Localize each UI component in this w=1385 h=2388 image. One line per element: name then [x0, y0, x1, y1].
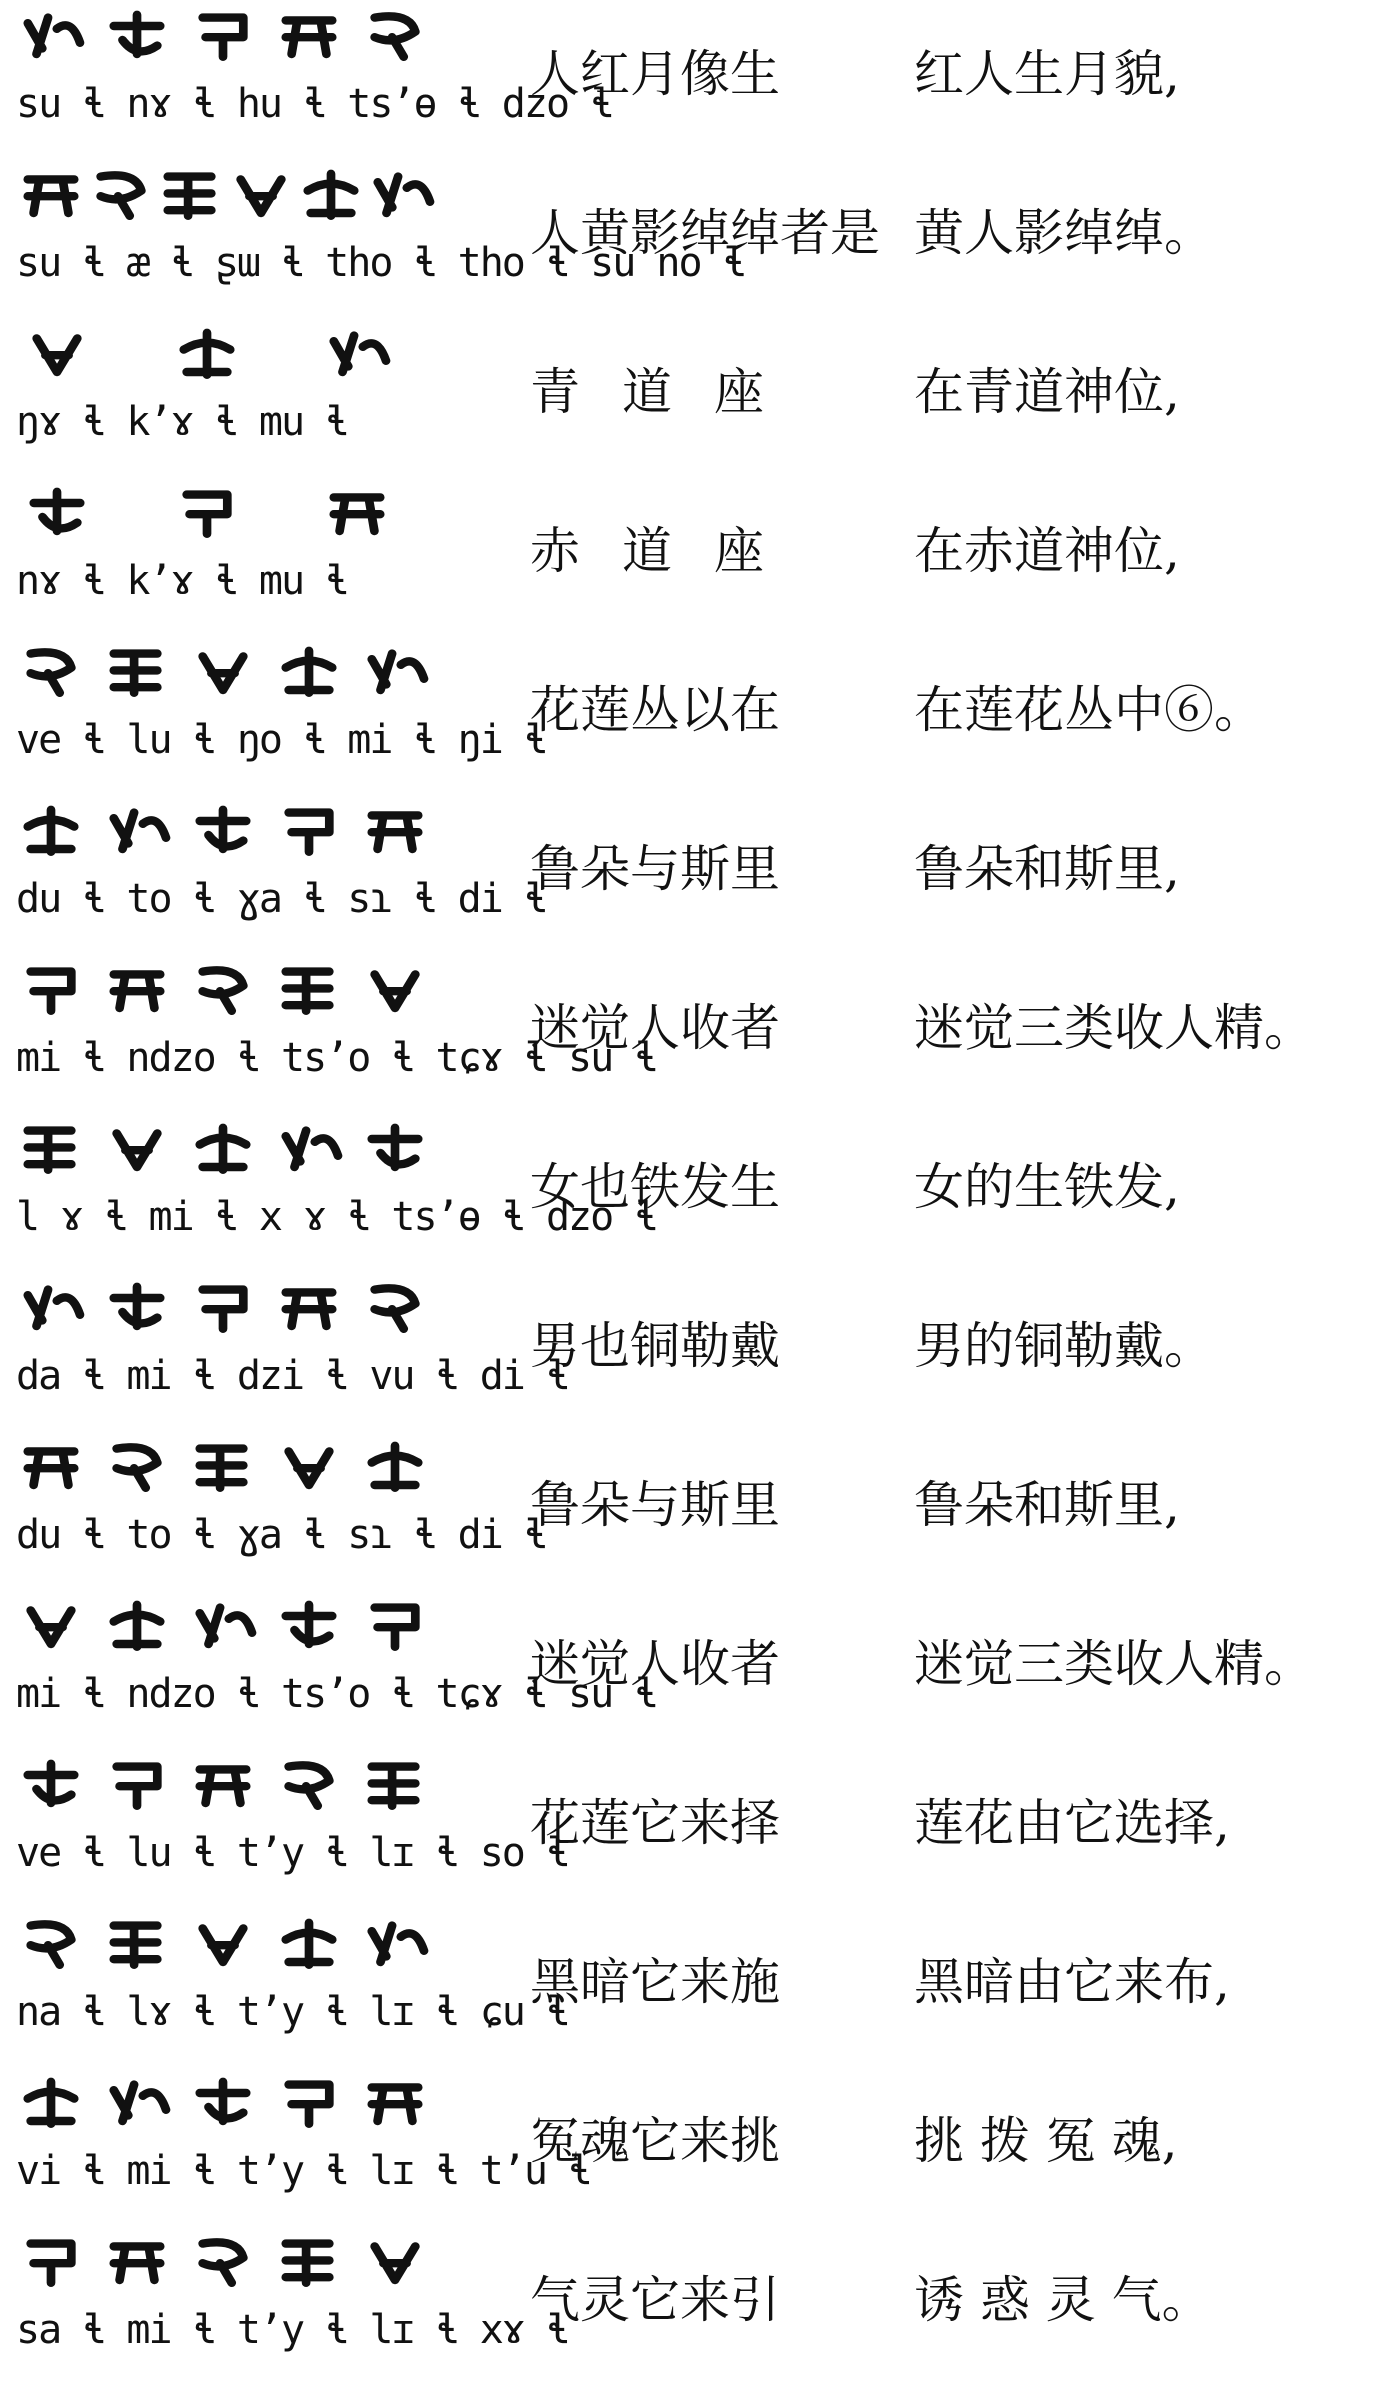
literal-translation: 鲁朵与斯里 [530, 840, 780, 898]
free-translation: 红人生月貌, [914, 45, 1180, 103]
phonetic-transcription: l ɤ ɬ mi ɬ x ɤ ɬ tsʼɵ ɬ dzo ɬ [16, 1194, 657, 1240]
literal-translation: 人黄影绰绰者是 [530, 204, 880, 262]
script-glyph [114, 1926, 158, 1965]
script-glyph [289, 2085, 330, 2124]
original-script-cell [14, 6, 613, 156]
script-glyph [168, 177, 212, 216]
script-glyph [31, 972, 72, 1011]
script-glyph [28, 179, 74, 213]
verse-row [0, 318, 1385, 477]
phonetic-transcription: su ɬ nɤ ɬ hu ɬ tsʼɵ ɬ dzo ɬ [16, 81, 613, 127]
script-glyph [200, 810, 246, 849]
free-translation: 挑 拨 冤 魂, [914, 2112, 1178, 2170]
free-translation: 在青道神位, [914, 363, 1180, 421]
phonetic-transcription: mi ɬ ndzo ɬ tsʼo ɬ tɕɤ ɬ su ɬ [16, 1035, 657, 1081]
script-glyph [114, 2246, 160, 2280]
literal-translation: 花莲它来择 [530, 1794, 780, 1852]
script-glyph [286, 1605, 332, 1644]
script-glyph [114, 813, 166, 849]
literal-translation: 青道座 [530, 363, 806, 421]
free-translation: 在莲花丛中⑥。 [914, 681, 1264, 739]
script-glyph [286, 2244, 330, 2283]
script-glyph [372, 1128, 418, 1167]
script-glyph [286, 1131, 338, 1167]
verse-row [0, 795, 1385, 954]
script-glyph [114, 1287, 160, 1326]
phonetic-transcription: du ɬ to ɬ ɣa ɬ sɿ ɬ di ɬ [16, 1512, 546, 1558]
script-glyph [372, 1446, 418, 1488]
verse-row [0, 1590, 1385, 1749]
free-translation: 黄人影绰绰。 [914, 204, 1214, 262]
verse-row [0, 1908, 1385, 2067]
script-glyph [289, 1765, 330, 1805]
phonetic-transcription: ve ɬ lu ɬ ŋo ɬ mi ɬ ŋi ɬ [16, 717, 546, 763]
script-glyph [114, 654, 158, 693]
verse-row [0, 1749, 1385, 1908]
verse-row [0, 477, 1385, 636]
script-glyph [31, 2244, 72, 2283]
original-script-cell [14, 1914, 569, 2064]
verse-row [0, 159, 1385, 318]
script-glyph [200, 1449, 244, 1488]
original-script-cell [14, 1278, 569, 1428]
script-glyph [114, 974, 160, 1008]
verse-row [0, 1431, 1385, 1590]
literal-translation: 冤魂它来挑 [530, 2112, 780, 2170]
original-script-cell [14, 324, 446, 474]
phonetic-transcription: du ɬ to ɬ ɣa ɬ sɿ ɬ di ɬ [16, 876, 546, 922]
literal-translation: 迷觉人收者 [530, 1635, 780, 1693]
original-script-cell [14, 1755, 569, 1905]
script-glyph [334, 497, 380, 531]
script-glyph [372, 2087, 418, 2121]
script-glyph [200, 1608, 252, 1644]
script-glyph [286, 651, 332, 693]
script-glyph [31, 1610, 72, 1644]
script-glyph [187, 495, 228, 534]
script-glyph [28, 1451, 74, 1485]
script-glyph [286, 20, 332, 54]
free-translation: 在赤道神位, [914, 522, 1180, 580]
script-glyph [372, 654, 424, 690]
script-glyph [241, 179, 282, 213]
script-glyph [37, 338, 78, 372]
phonetic-transcription: da ɬ mi ɬ dzi ɬ vu ɬ di ɬ [16, 1353, 569, 1399]
verse-row [0, 636, 1385, 795]
verse-row [0, 1113, 1385, 1272]
free-translation: 迷觉三类收人精。 [914, 1635, 1314, 1693]
script-glyph [34, 492, 80, 531]
literal-translation: 花莲丛以在 [530, 681, 780, 739]
verse-row [0, 954, 1385, 1113]
script-glyph [200, 2082, 246, 2121]
script-glyph [114, 1605, 160, 1647]
literal-translation: 赤道座 [530, 522, 806, 580]
script-glyph [372, 1767, 416, 1806]
original-script-cell [14, 642, 546, 792]
phonetic-transcription: sa ɬ mi ɬ tʼy ɬ lɪ ɬ xɤ ɬ [16, 2307, 569, 2353]
original-script-cell [14, 1437, 546, 1587]
script-glyph [203, 970, 244, 1010]
phonetic-transcription: ve ɬ lu ɬ tʼy ɬ lɪ ɬ so ɬ [16, 1830, 569, 1876]
script-glyph [286, 1292, 332, 1326]
script-glyph [31, 652, 72, 692]
script-glyph [286, 972, 330, 1011]
free-translation: 诱 惑 灵 气。 [914, 2271, 1212, 2329]
phonetic-transcription: mi ɬ ndzo ɬ tsʼo ɬ tɕɤ ɬ su ɬ [16, 1671, 657, 1717]
script-glyph [372, 1926, 424, 1962]
script-glyph [289, 813, 330, 852]
script-glyph [28, 1290, 80, 1326]
script-glyph [203, 1290, 244, 1329]
phonetic-transcription: vi ɬ mi ɬ tʼy ɬ lɪ ɬ tʼu ɬ [16, 2148, 591, 2194]
literal-translation: 女也铁发生 [530, 1158, 780, 1216]
script-glyph [114, 2085, 166, 2121]
script-glyph [372, 815, 418, 849]
script-glyph [289, 1451, 330, 1485]
script-glyph [286, 1923, 332, 1965]
script-glyph [375, 1608, 416, 1647]
free-translation: 迷觉三类收人精。 [914, 999, 1314, 1057]
script-glyph [28, 2082, 74, 2124]
script-glyph [308, 174, 354, 216]
script-glyph [375, 16, 416, 56]
script-glyph [375, 974, 416, 1008]
script-glyph [31, 1924, 72, 1964]
script-glyph [375, 1288, 416, 1328]
original-script-cell [14, 2232, 569, 2382]
phonetic-transcription: su ɬ æ ɬ ʂɯ ɬ tho ɬ tho ɬ su no ɬ [16, 240, 745, 286]
original-script-cell [14, 483, 446, 633]
script-glyph [117, 1133, 158, 1167]
phonetic-transcription: nɤ ɬ kʼɤ ɬ mu ɬ [16, 558, 348, 604]
original-script-cell [14, 801, 546, 951]
script-glyph [184, 333, 230, 375]
script-glyph [28, 1764, 74, 1803]
original-script-cell [14, 2073, 591, 2223]
verse-row [0, 0, 1385, 159]
script-glyph [203, 18, 244, 57]
script-glyph [28, 1131, 72, 1170]
script-glyph [378, 177, 430, 213]
literal-translation: 人红月像生 [530, 45, 780, 103]
free-translation: 女的生铁发, [914, 1158, 1180, 1216]
script-glyph [200, 1128, 246, 1170]
free-translation: 男的铜勒戴。 [914, 1317, 1214, 1375]
phonetic-transcription: na ɬ lɤ ɬ tʼy ɬ lɪ ɬ ɕu ɬ [16, 1989, 569, 2035]
verse-row [0, 2226, 1385, 2385]
free-translation: 鲁朵和斯里, [914, 840, 1180, 898]
script-glyph [117, 1447, 158, 1487]
verse-row [0, 1272, 1385, 1431]
script-glyph [334, 336, 386, 372]
script-glyph [200, 1769, 246, 1803]
script-glyph [203, 656, 244, 690]
script-glyph [117, 1767, 158, 1806]
script-glyph [114, 15, 160, 54]
script-glyph [101, 175, 142, 215]
literal-translation: 气灵它来引 [530, 2271, 780, 2329]
script-glyph [375, 2246, 416, 2280]
literal-translation: 鲁朵与斯里 [530, 1476, 780, 1534]
script-glyph [203, 2242, 244, 2282]
script-glyph [203, 1928, 244, 1962]
free-translation: 鲁朵和斯里, [914, 1476, 1180, 1534]
free-translation: 莲花由它选择, [914, 1794, 1230, 1852]
literal-translation: 男也铜勒戴 [530, 1317, 780, 1375]
literal-translation: 黑暗它来施 [530, 1953, 780, 2011]
phonetic-transcription: ŋɤ ɬ kʼɤ ɬ mu ɬ [16, 399, 348, 445]
script-glyph [28, 810, 74, 852]
free-translation: 黑暗由它来布, [914, 1953, 1230, 2011]
verse-row [0, 2067, 1385, 2226]
literal-translation: 迷觉人收者 [530, 999, 780, 1057]
script-glyph [28, 18, 80, 54]
